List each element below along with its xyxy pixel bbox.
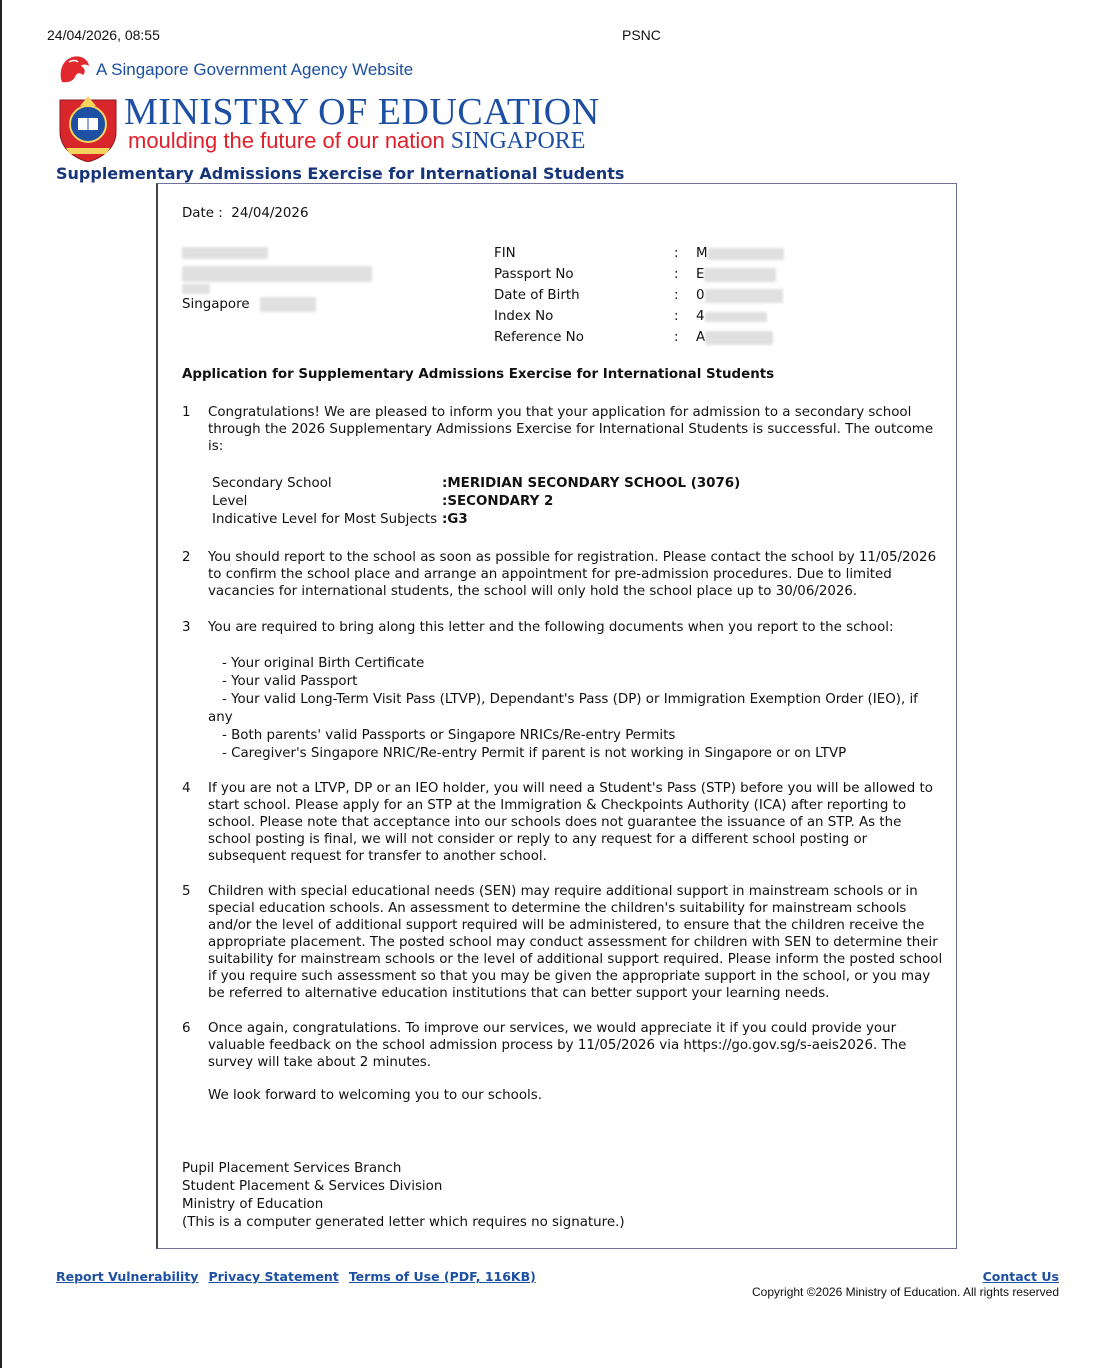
paragraph-3 [182, 619, 948, 636]
id-row [494, 243, 784, 264]
paragraph-4 [182, 780, 948, 865]
terms-of-use-link[interactable]: Terms of Use (PDF, 116KB) [348, 1269, 536, 1284]
letter-panel [156, 183, 957, 1249]
redacted-address-line [182, 284, 210, 294]
outcome-value: :G3 [442, 512, 468, 527]
closing-line [182, 1087, 948, 1104]
signature-line: (This is a computer generated letter which requires no signature.) [182, 1215, 625, 1230]
outcome-label: Secondary School [212, 476, 332, 491]
date-value: 24/04/2026 [231, 206, 309, 221]
footer-links [56, 1269, 536, 1284]
outcome-row [212, 493, 978, 511]
paragraph-2 [182, 549, 948, 600]
paragraph-number: 2 [182, 550, 191, 565]
id-row [494, 306, 784, 327]
document-item: - Caregiver's Singapore NRIC/Re-entry Permit if parent is not working in Singapore or on LTVP [222, 746, 847, 761]
redacted-value [705, 289, 783, 303]
moe-country: SINGAPORE [450, 128, 586, 154]
id-label: Passport No [494, 267, 574, 282]
document-item: - Your valid Passport [222, 674, 358, 689]
contact-us-link[interactable]: Contact Us [982, 1269, 1059, 1284]
id-row [494, 327, 784, 348]
moe-tagline: moulding the future of our nation [128, 128, 445, 153]
redacted-value [705, 312, 767, 322]
id-row [494, 285, 784, 306]
id-value [696, 329, 773, 346]
paragraph-number: 4 [182, 781, 191, 796]
id-row [494, 264, 784, 285]
document-list [182, 655, 948, 763]
id-label: Reference No [494, 330, 584, 345]
paragraph-text: Once again, congratulations. To improve our services, we would appreciate it if you could provide your valuable feedback on the school admission process by 11/05/2026 via https://go.gov.sg/s-aeis2026. The survey will take about 2 minutes. [208, 1021, 907, 1070]
id-prefix: M [696, 246, 708, 261]
id-label: FIN [494, 246, 516, 261]
id-prefix: E [696, 267, 705, 282]
id-colon: : [674, 267, 679, 282]
paragraph-6 [182, 1020, 948, 1071]
paragraph-5 [182, 883, 948, 1002]
outcome-value: :MERIDIAN SECONDARY SCHOOL (3076) [442, 476, 741, 491]
id-label: Date of Birth [494, 288, 580, 303]
signature-line: Pupil Placement Services Branch [182, 1161, 402, 1176]
id-value [696, 266, 776, 283]
redacted-address-line [182, 266, 372, 282]
letter-subject: Application for Supplementary Admissions Exercise for International Students [182, 367, 775, 382]
paragraph-text: Children with special educational needs (SEN) may require additional support in mainstream schools or in special education schools. An assessment to determine the children's suitability for mainstream schools and/or the level of additional support required will be administered, to ensure that the children receive the appropriate placement. The posted school may conduct assessment for children with SEN to determine their suitability for mainstream schools or the level of additional support required. Please inform the posted school if you require such assessment so that you may be given the appropriate support in the school, or you may be referred to alternative education institutions that can better support your learning needs. [208, 884, 943, 1001]
moe-tagline-line [128, 128, 585, 155]
paragraph-number: 6 [182, 1021, 191, 1036]
paragraph-number: 5 [182, 884, 191, 899]
id-prefix: 0 [696, 288, 705, 303]
id-colon: : [674, 246, 679, 261]
moe-title: MINISTRY OF EDUCATION [124, 91, 600, 133]
redacted-value [704, 268, 776, 282]
gov-banner-text: A Singapore Government Agency Website [96, 60, 414, 79]
id-label: Index No [494, 309, 554, 324]
address-city: Singapore [182, 297, 250, 312]
letter-date [182, 205, 308, 222]
paragraph-number: 3 [182, 620, 191, 635]
id-value [696, 308, 767, 325]
id-prefix: 4 [696, 309, 705, 324]
outcome-label: Indicative Level for Most Subjects [212, 512, 438, 527]
redacted-value [708, 248, 784, 260]
document-item: - Both parents' valid Passports or Singapore NRICs/Re-entry Permits [222, 728, 676, 743]
id-colon: : [674, 309, 679, 324]
page-title: Supplementary Admissions Exercise for International Students [56, 164, 625, 183]
signature-block [182, 1160, 625, 1232]
lion-head-icon [56, 52, 92, 88]
document-item: - Your original Birth Certificate [222, 656, 425, 671]
document-item: - Your valid Long-Term Visit Pass (LTVP), Dependant's Pass (DP) or Immigration Exemption Order (IEO), if [222, 692, 918, 707]
id-colon: : [674, 288, 679, 303]
gov-banner [56, 50, 413, 90]
outcome-label: Level [212, 494, 248, 509]
outcome-row [212, 475, 978, 493]
paragraph-text: You are required to bring along this letter and the following documents when you report to the school: [208, 620, 894, 635]
outcome-table [212, 475, 978, 529]
signature-line: Student Placement & Services Division [182, 1179, 443, 1194]
paragraph-text: Congratulations! We are pleased to inform you that your application for admission to a secondary school through the 2026 Supplementary Admissions Exercise for International Students is successful. The outcome is: [208, 405, 934, 454]
signature-line: Ministry of Education [182, 1197, 324, 1212]
id-table [494, 243, 784, 348]
redacted-postal-code [260, 297, 316, 312]
outcome-value: :SECONDARY 2 [442, 494, 554, 509]
redacted-name [182, 247, 268, 259]
left-edge-rule [0, 0, 2, 1368]
date-label: Date : [182, 206, 223, 221]
moe-crest-icon [56, 92, 120, 162]
print-datetime: 24/04/2026, 08:55 [47, 27, 160, 43]
id-value [696, 287, 783, 304]
document-item: any [208, 710, 233, 725]
outcome-row [212, 511, 978, 529]
id-colon: : [674, 330, 679, 345]
report-vulnerability-link[interactable]: Report Vulnerability [56, 1269, 199, 1284]
id-prefix: A [696, 330, 706, 345]
paragraph-text: If you are not a LTVP, DP or an IEO holder, you will need a Student's Pass (STP) before you will be allowed to start school. Please apply for an STP at the Immigration & Checkpoints Authority (ICA) after reporting to school. Please note that acceptance into our schools does not guarantee the issuance of an STP. As the school posting is final, we will not consider or reply to any request for a different school posting or subsequent request for transfer to another school. [208, 781, 933, 864]
paragraph-number: 1 [182, 405, 191, 420]
redacted-value [705, 331, 773, 345]
paragraph-text: You should report to the school as soon as possible for registration. Please contact the school by 11/05/2026 to confirm the school place and arrange an appointment for pre-admission procedures. Due to limited vacancies for international students, the school will only hold the school place up to 30/06/2026. [208, 550, 937, 599]
privacy-statement-link[interactable]: Privacy Statement [208, 1269, 339, 1284]
closing-text: We look forward to welcoming you to our schools. [208, 1088, 543, 1103]
id-value [696, 245, 784, 262]
recipient-address [182, 242, 462, 315]
print-title: PSNC [622, 27, 661, 43]
paragraph-1 [182, 404, 948, 455]
copyright-text: Copyright ©2026 Ministry of Education. All rights reserved [752, 1285, 1059, 1299]
